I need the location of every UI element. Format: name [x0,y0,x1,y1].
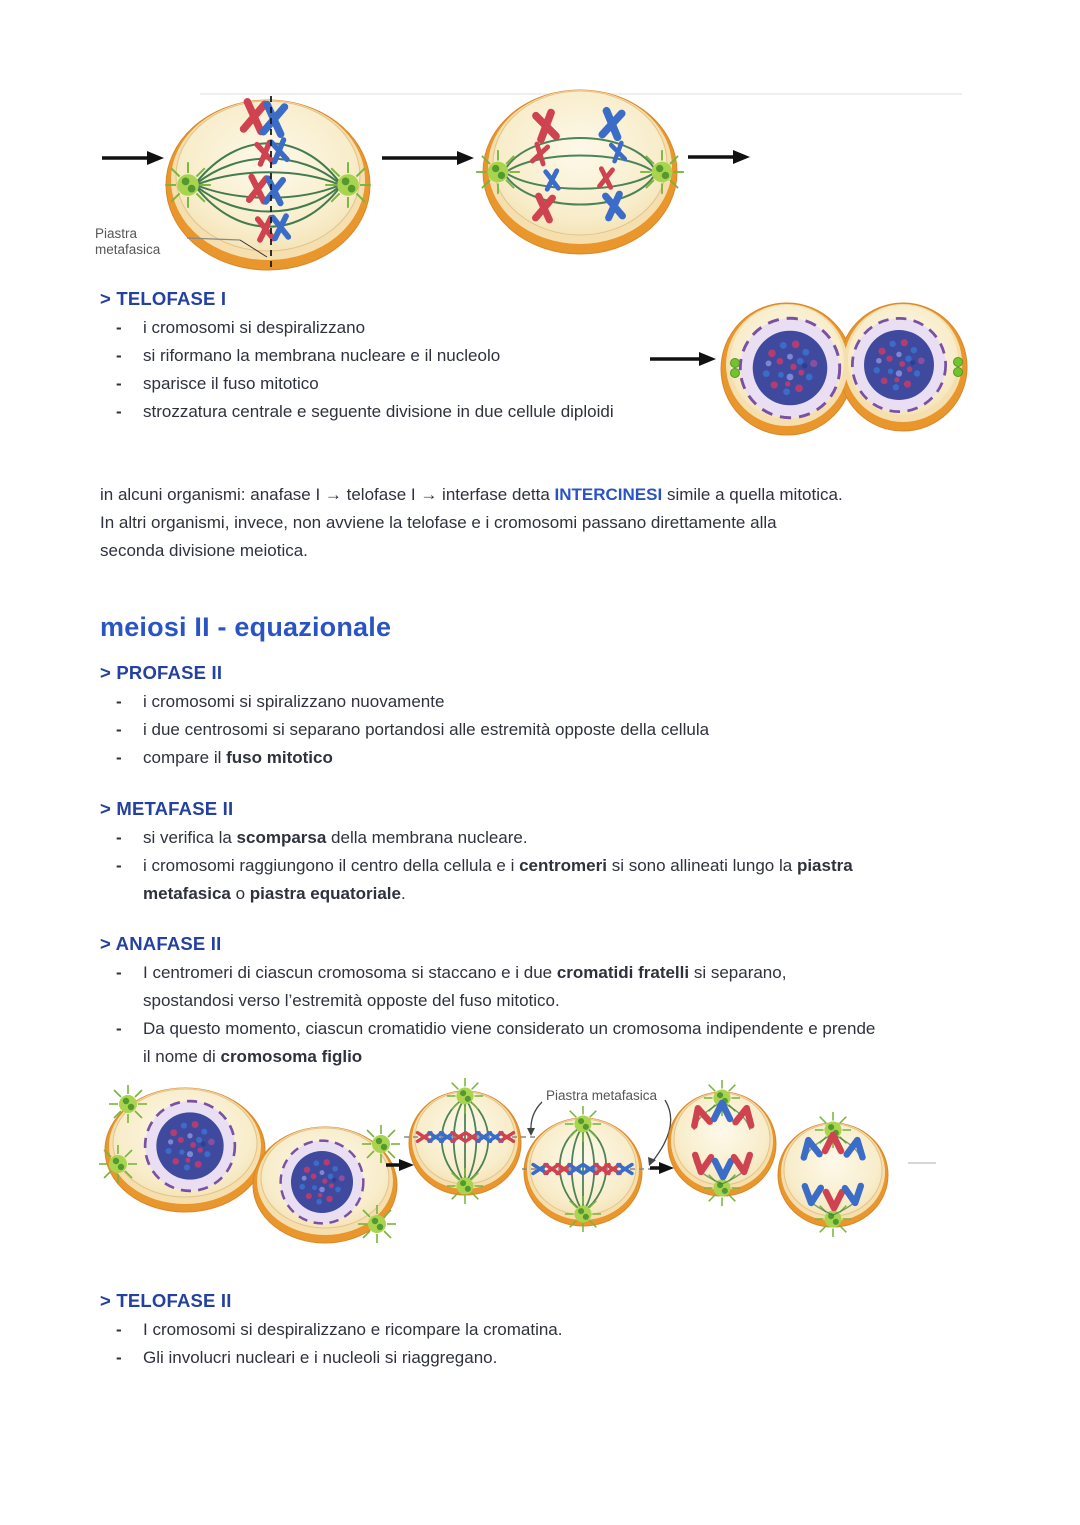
bullet-item: - Da questo momento, ciascun cromatidio viene considerato un cromosoma indipendente e prende il nome di cromosoma figlio [100,1015,878,1071]
paragraph-line: in alcuni organismi: anafase I → telofase I → interfase detta INTERCINESI simile a quella mitotica. [100,485,843,504]
cell-metafase-1-illustration [165,96,371,272]
cell-metafase-2b-illustration [522,1106,652,1232]
section-heading: > TELOFASE II [100,1290,232,1311]
bullet-item: - i cromosomi raggiungono il centro della cellula e i centromeri si sono allineati lungo la piastra metafasica o piastra equatoriale. [100,852,913,908]
flow-arrow-icon [102,151,164,165]
cell-anafase-2a-illustration [668,1080,776,1206]
cell-anafase-1-illustration [476,90,684,254]
bullet-list [100,824,913,908]
meiosi-1-metafase-anafase-figure [88,88,768,278]
cell-profase-2-early-illustration [99,1085,265,1212]
piastra-metafasica-label: Piastra metafasica [546,1088,658,1103]
bullet-item: - si riformano la membrana nucleare e il nucleolo [100,342,645,370]
bullet-list [100,688,920,772]
bullet-item: - Gli involucri nucleari e i nucleoli si riaggregano. [100,1344,800,1372]
section-heading: > PROFASE II [100,662,223,683]
bullet-item: - sparisce il fuso mitotico [100,370,645,398]
section-profase-2 [100,662,920,772]
paragraph-line: seconda divisione meiotica. [100,541,308,560]
bullet-list [100,959,878,1071]
bullet-item: - si verifica la scomparsa della membrana nucleare. [100,824,913,852]
bullet-list [100,314,645,426]
meiosi-2-title: meiosi II - equazionale [100,612,392,642]
section-heading: > ANAFASE II [100,933,222,954]
cell-profase-2-late-illustration [253,1125,400,1243]
telofase-1-figure [640,295,990,470]
section-anafase-2 [100,933,878,1071]
flow-arrow-icon [382,151,474,165]
bullet-item: - compare il fuso mitotico [100,744,920,772]
cell-anafase-2b-illustration [778,1112,888,1237]
bullet-item: - I centromeri di ciascun cromosoma si staccano e i due cromatidi fratelli si separano, spostandosi verso l’estremità opposte del fuso mitotico. [100,959,878,1015]
flow-arrow-icon [650,1162,674,1174]
piastra-metafasica-label: Piastra metafasica [95,226,161,257]
intercinesi-paragraph [100,481,1020,565]
section-heading: > TELOFASE I [100,288,227,309]
bullet-item: - I cromosomi si despiralizzano e ricompare la cromatina. [100,1316,800,1344]
bullet-item: - i cromosomi si despiralizzano [100,314,645,342]
section-telofase-2 [100,1290,800,1372]
flow-arrow-icon [650,352,716,366]
section-heading: > METAFASE II [100,798,234,819]
paragraph-line: In altri organismi, invece, non avviene la telofase e i cromosomi passano direttamente alla [100,513,777,532]
bullet-item: - i cromosomi si spiralizzano nuovamente [100,688,920,716]
bullet-item: - i due centrosomi si separano portandosi alle estremità opposte della cellula [100,716,920,744]
cell-metafase-2a-illustration [404,1078,536,1204]
meiosi-2-fasi-figure [90,1078,970,1263]
section-telofase-1 [100,288,645,426]
bullet-list [100,1316,800,1372]
cell-telofase-1-illustration [721,303,967,435]
flow-arrow-icon [688,150,750,164]
bullet-item: - strozzatura centrale e seguente divisione in due cellule diploidi [100,398,645,426]
section-metafase-2 [100,798,913,908]
